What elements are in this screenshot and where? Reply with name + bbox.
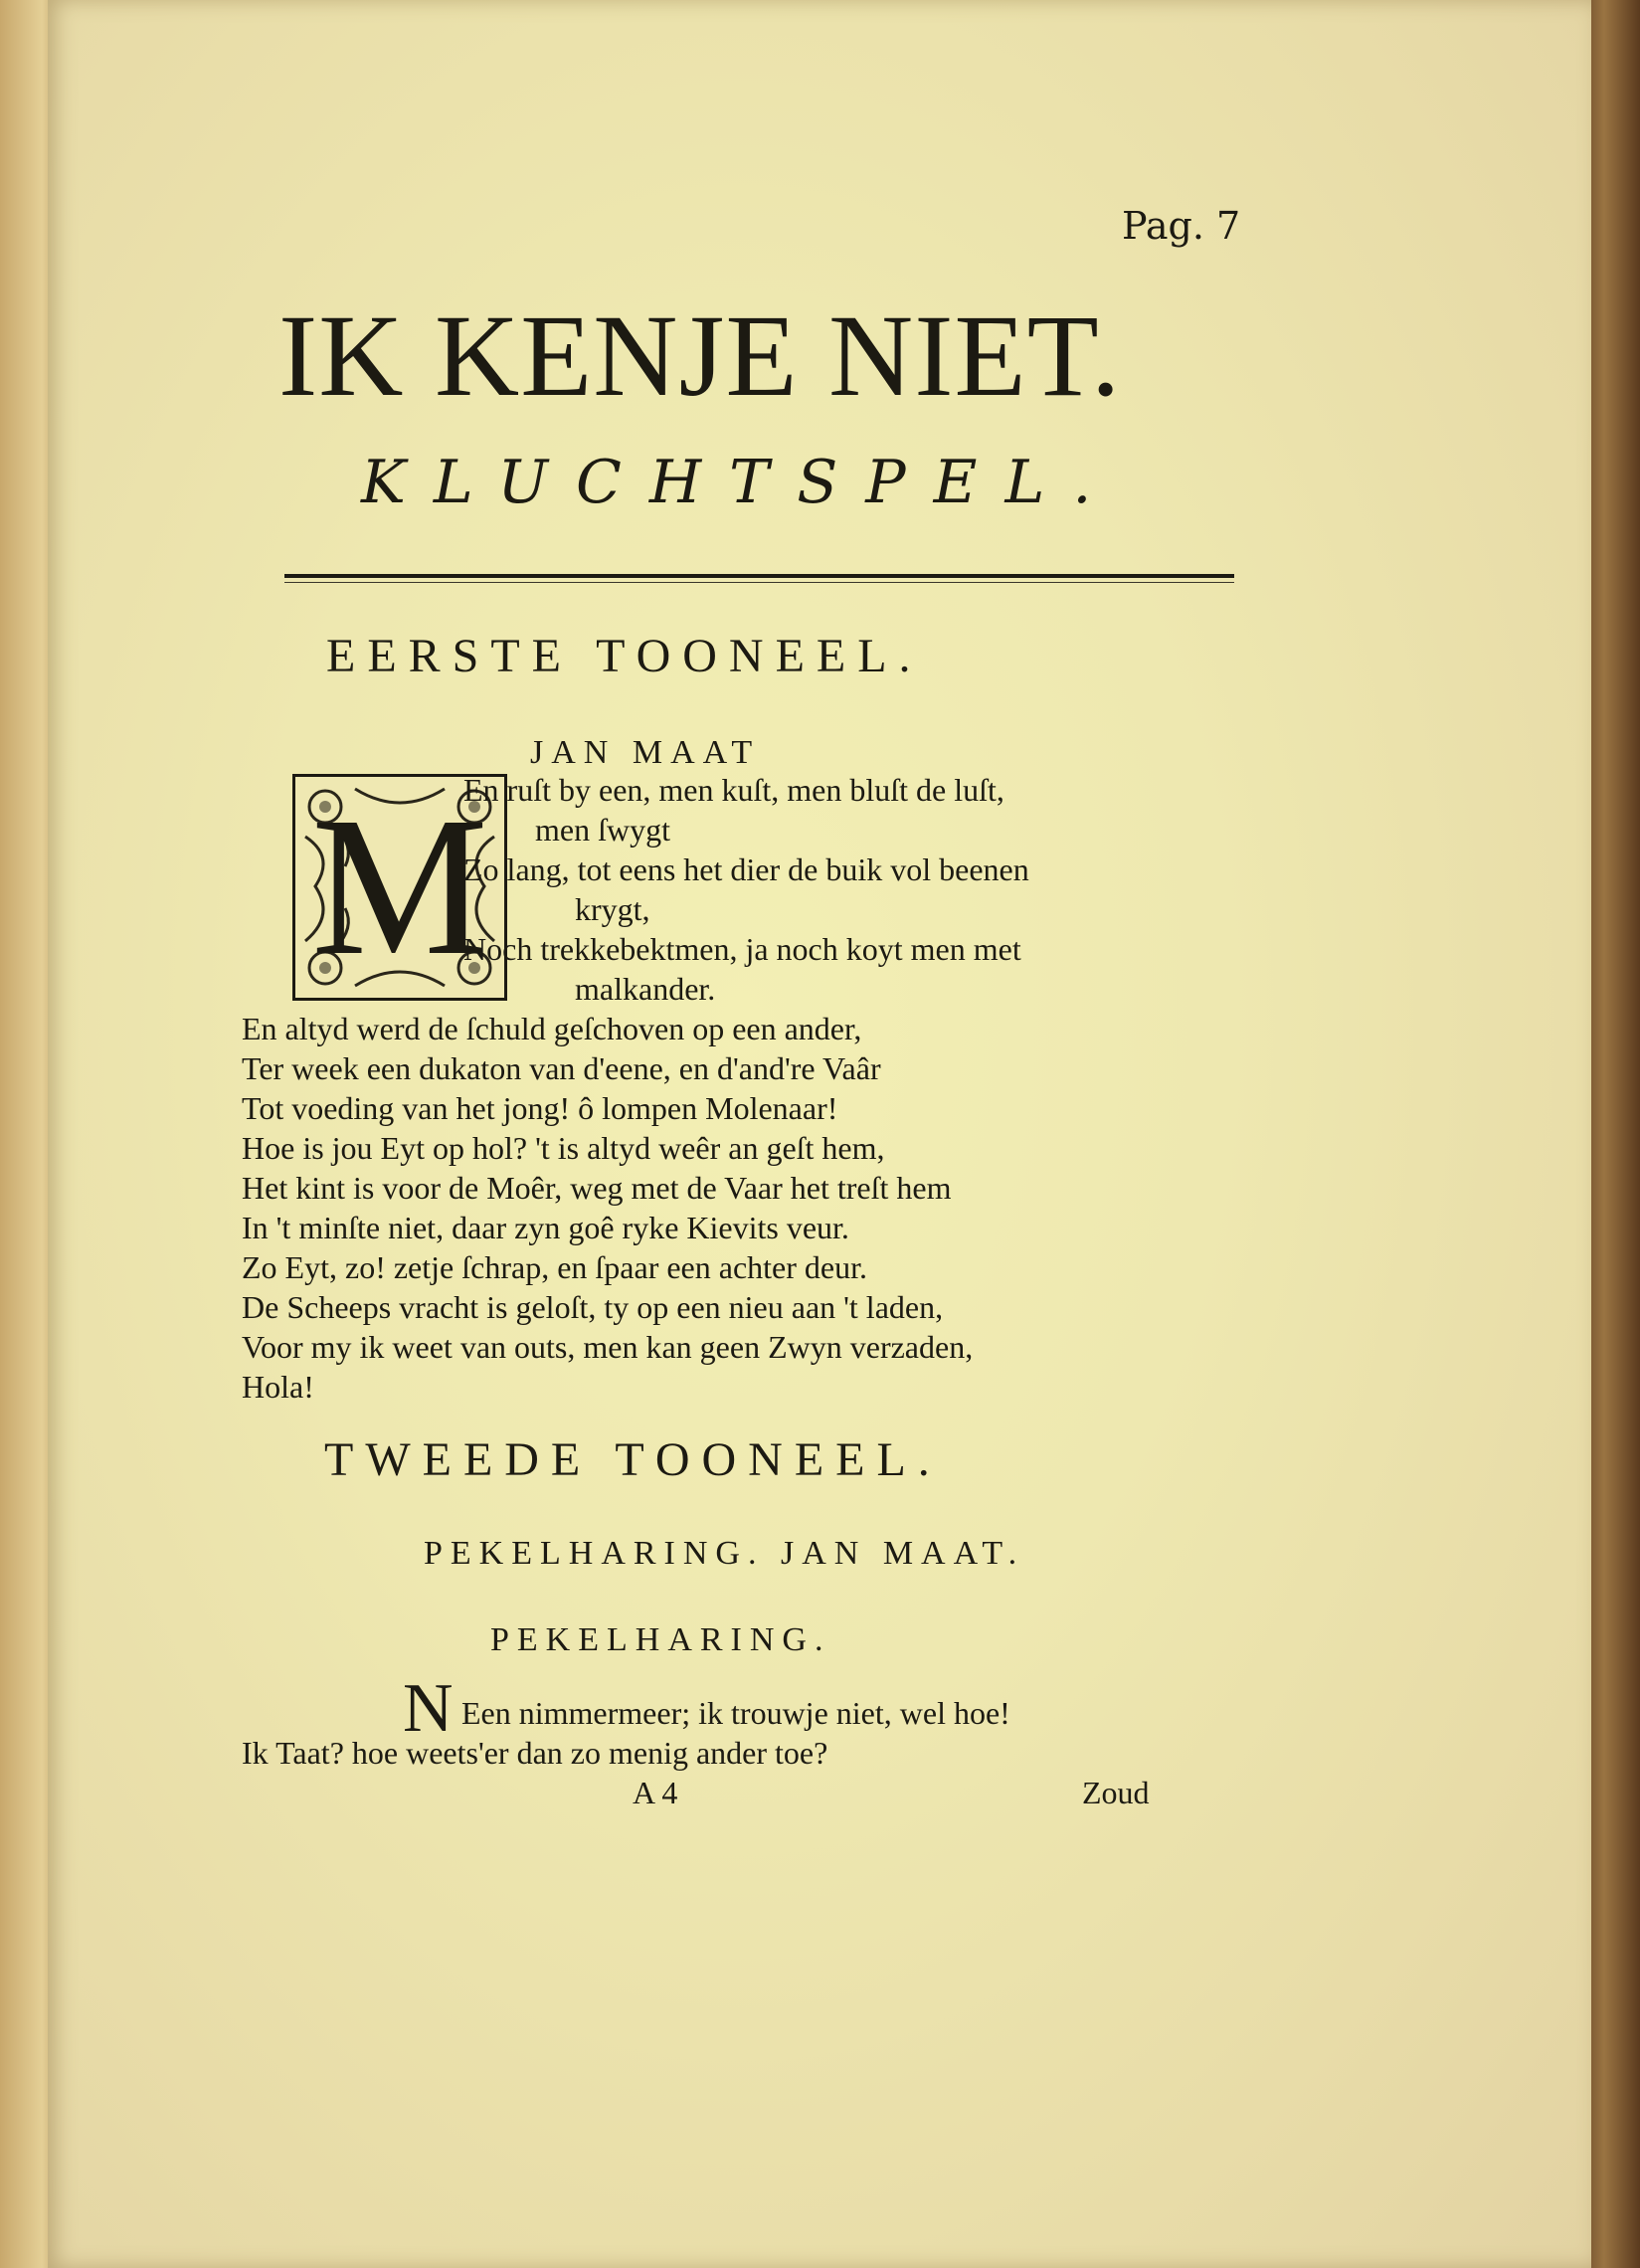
scene-heading-2: TWEEDE TOONEEL. bbox=[324, 1433, 942, 1486]
large-initial: N bbox=[403, 1670, 454, 1747]
scene2-speaker: PEKELHARING. bbox=[490, 1621, 831, 1658]
verse-line: krygt, bbox=[575, 891, 650, 927]
page-number: Pag. 7 bbox=[1122, 204, 1241, 248]
verse-line: Het kint is voor de Moêr, weg met de Vaar het treſt hem bbox=[242, 1170, 952, 1206]
drop-cap-letter: M bbox=[311, 777, 488, 997]
title-rule bbox=[284, 574, 1234, 578]
signature-mark: A 4 bbox=[633, 1775, 678, 1810]
scene-heading-1: EERSTE TOONEEL. bbox=[326, 630, 923, 682]
verse-line: In 't minſte niet, daar zyn goê ryke Kievits veur. bbox=[242, 1210, 849, 1245]
verse-line: En altyd werd de ſchuld geſchoven op een ander, bbox=[242, 1011, 862, 1046]
verse-line: Hola! bbox=[242, 1369, 314, 1405]
scene1-speaker: JAN MAAT bbox=[530, 734, 761, 771]
verse-line: Noch trekkebektmen, ja noch koyt men met bbox=[463, 931, 1021, 967]
verse-line: malkander. bbox=[575, 971, 716, 1007]
verse-line: De Scheeps vracht is geloſt, ty op een nieu aan 't laden, bbox=[242, 1289, 944, 1325]
verse-line: Een nimmermeer; ik trouwje niet, wel hoe! bbox=[461, 1695, 1010, 1731]
verse-line: Ter week een dukaton van d'eene, en d'and're Vaâr bbox=[242, 1050, 881, 1086]
book-page bbox=[48, 0, 1591, 2268]
verse-line: Tot voeding van het jong! ô lompen Molenaar! bbox=[242, 1090, 838, 1126]
page-title: IK KENJE NIET. bbox=[278, 290, 1122, 421]
verse-line: Zo lang, tot eens het dier de buik vol beenen bbox=[463, 851, 1029, 887]
scene2-characters: PEKELHARING. JAN MAAT. bbox=[424, 1535, 1025, 1572]
verse-line: Voor my ik weet van outs, men kan geen Zwyn verzaden, bbox=[242, 1329, 974, 1365]
verse-line: En ruſt by een, men kuſt, men bluſt de luſt, bbox=[463, 772, 1004, 808]
verse-line: Ik Taat? hoe weets'er dan zo menig ander toe? bbox=[242, 1735, 828, 1771]
verse-line: men ſwygt bbox=[535, 812, 670, 848]
verse-line: Zo Eyt, zo! zetje ſchrap, en ſpaar een achter deur. bbox=[242, 1249, 867, 1285]
title-rule-thin bbox=[284, 582, 1234, 583]
verse-line: Hoe is jou Eyt op hol? 't is altyd weêr an geſt hem, bbox=[242, 1130, 885, 1166]
catchword: Zoud bbox=[1082, 1775, 1150, 1810]
page-subtitle: KLUCHTSPEL. bbox=[361, 448, 1120, 517]
